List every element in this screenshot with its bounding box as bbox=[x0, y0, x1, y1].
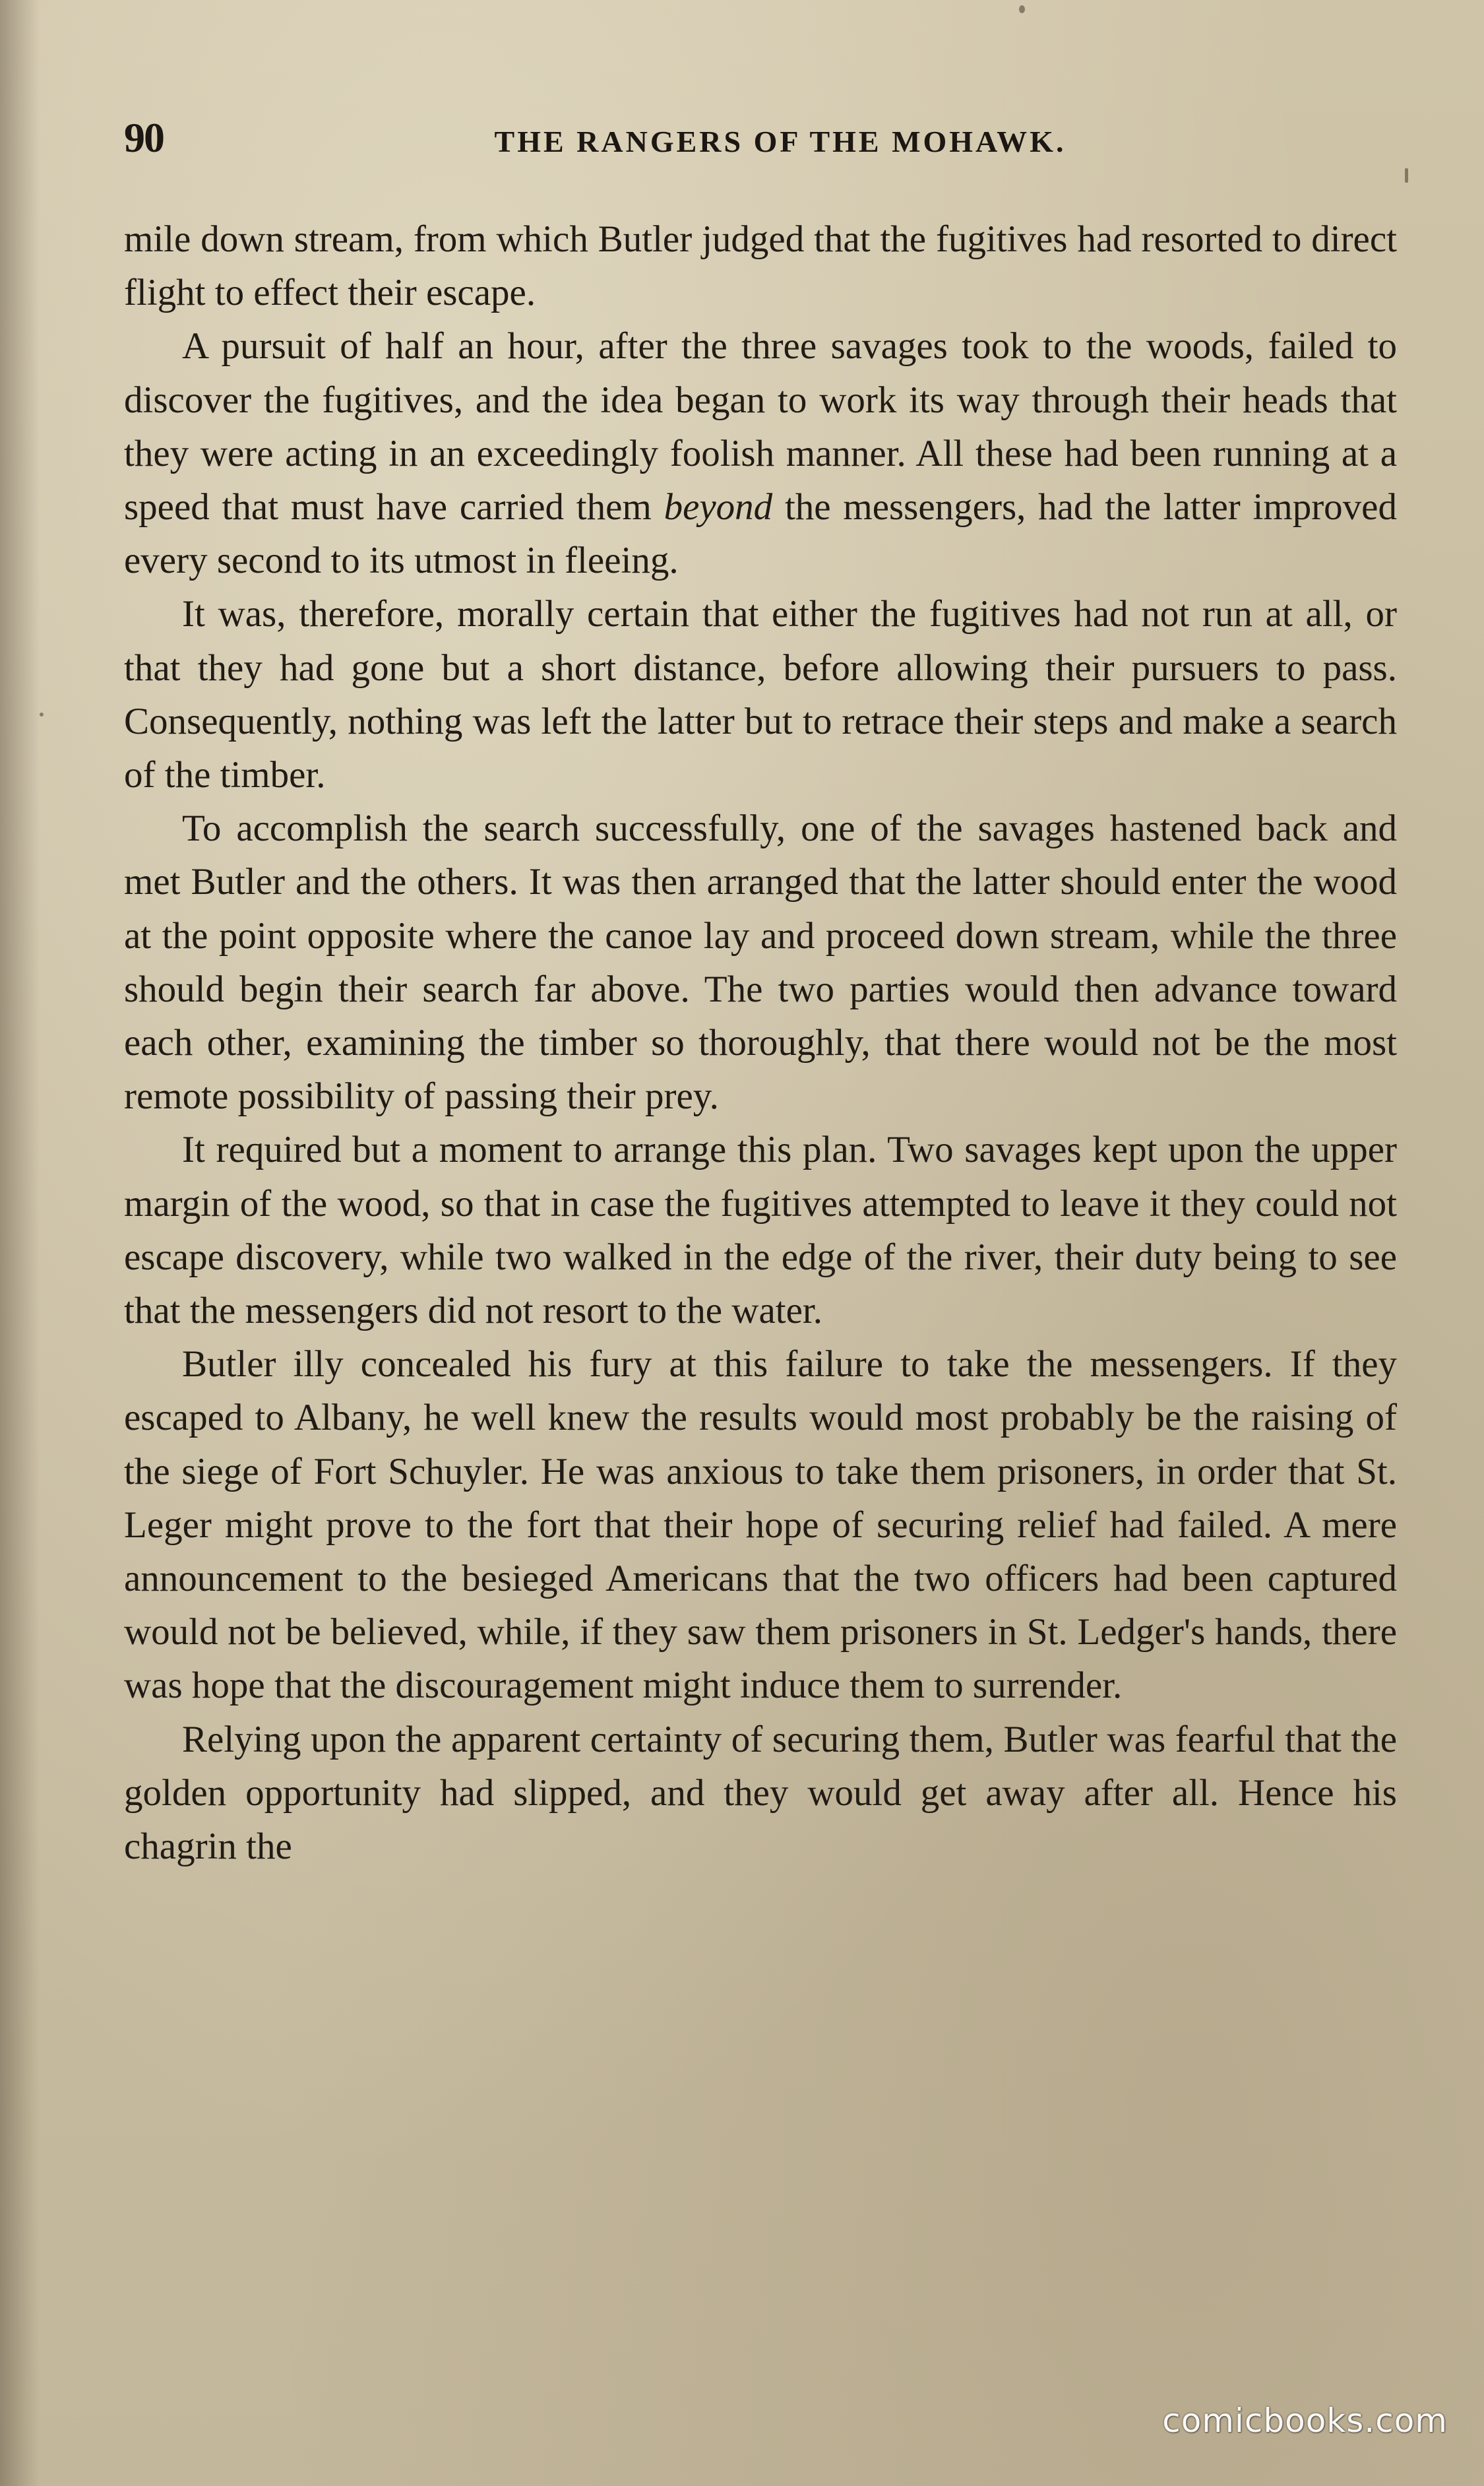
paragraph-1: mile down stream, from which Butler judged that the fugitives had resorted to direct flight to effect their escape. bbox=[124, 218, 1397, 314]
paragraph-3: It was, therefore, morally certain that either the fugitives had not run at all, or that they had gone but a short distance, before allowing their pursuers to pass. Consequently, nothing was left the latter but to retrace their steps and make a search of the timber. bbox=[124, 593, 1397, 796]
running-title: THE RANGERS OF THE MOHAWK. bbox=[494, 125, 1067, 158]
paper-speck bbox=[1405, 168, 1408, 183]
paragraph-2 bbox=[124, 319, 1397, 587]
paper-speck bbox=[40, 713, 44, 717]
paper-speck bbox=[1019, 5, 1025, 13]
paragraph-2-text: A pursuit of half an hour, after the three savages took to the woods, failed to discover the fugitives, and the idea began to work its way through their heads that they were acting in an exceedingly foolish manner. All these had been running at a speed that must have carried them bbox=[124, 325, 1397, 528]
paragraph-5: It required but a moment to arrange this plan. Two savages kept upon the upper margin of the wood, so that in case the fugitives attempted to leave it they could not escape discovery, while two walked in the edge of the river, their duty being to see that the messengers did not resort to the water. bbox=[124, 1129, 1397, 1332]
watermark-text: comicbooks.com bbox=[1162, 2402, 1448, 2440]
page-header bbox=[124, 111, 1397, 170]
paragraph-6: Butler illy concealed his fury at this failure to take the messengers. If they escaped to Albany, he well knew the results would most probably be the raising of the siege of Fort Schuyler. He was anxious to take them prisoners, in order that St. Leger might prove to the fort that their hope of securing relief had failed. A mere announcement to the besieged Americans that the two officers had been captured would not be believed, while, if they saw them prisoners in St. Ledger's hands, there was hope that the discouragement might induce them to surrender. bbox=[124, 1343, 1397, 1707]
paragraph-4: To accomplish the search successfully, one of the savages hastened back and met Butler and the others. It was then arranged that the latter should enter the wood at the point opposite where the canoe lay and proceed down stream, while the three should begin their search far above. The two parties would then advance toward each other, examining the timber so thoroughly, that there would not be the most remote possibility of passing their prey. bbox=[124, 808, 1397, 1118]
paragraph-2-emphasis: beyond bbox=[664, 486, 773, 528]
paragraph-2-text-after: the messengers, had the latter improved every second to its utmost in fleeing. bbox=[124, 486, 1397, 582]
body-text bbox=[124, 212, 1397, 1873]
page-gutter-shadow bbox=[0, 0, 40, 2486]
paragraph-7: Relying upon the apparent certainty of securing them, Butler was fearful that the golden opportunity had slipped, and they would get away after all. Hence his chagrin the bbox=[124, 1718, 1397, 1868]
page-number: 90 bbox=[124, 114, 164, 161]
